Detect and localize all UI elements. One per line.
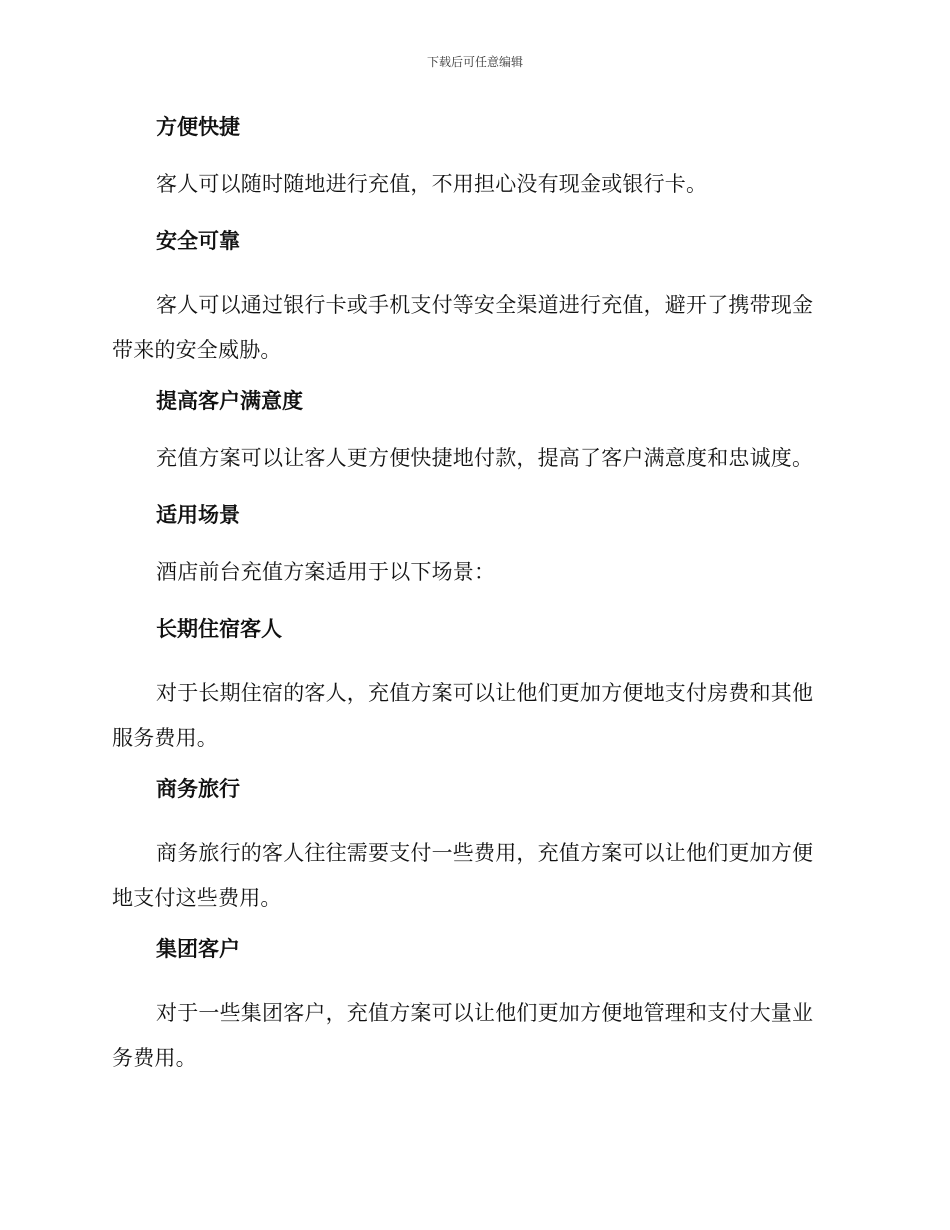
- document-body: [112, 112, 832, 1094]
- section-convenience: [112, 112, 832, 199]
- section-paragraph: 客人可以随时随地进行充值，不用担心没有现金或银行卡。: [156, 172, 708, 196]
- section-scenarios: [112, 500, 832, 587]
- section-paragraph: 酒店前台充值方案适用于以下场景：: [156, 560, 496, 584]
- section-group-clients: [112, 934, 832, 1081]
- section-paragraph: 商务旅行的客人往往需要支付一些费用，充值方案可以让他们更加方便地支付这些费用。: [112, 841, 814, 910]
- section-heading: 集团客户: [156, 937, 240, 961]
- section-paragraph: 对于一些集团客户，充值方案可以让他们更加方便地管理和支付大量业务费用。: [112, 1001, 814, 1070]
- section-business-travel: [112, 774, 832, 921]
- section-heading: 商务旅行: [156, 777, 240, 801]
- section-heading: 提高客户满意度: [156, 389, 303, 413]
- section-heading: 安全可靠: [156, 229, 240, 253]
- section-heading: 方便快捷: [156, 115, 240, 139]
- section-satisfaction: [112, 386, 832, 473]
- section-paragraph: 充值方案可以让客人更方便快捷地付款，提高了客户满意度和忠诚度。: [156, 446, 814, 470]
- section-heading: 长期住宿客人: [156, 617, 282, 641]
- section-security: [112, 226, 832, 373]
- section-long-stay: [112, 614, 832, 761]
- section-paragraph: 对于长期住宿的客人，充值方案可以让他们更加方便地支付房费和其他服务费用。: [112, 681, 814, 750]
- section-heading: 适用场景: [156, 503, 240, 527]
- section-paragraph: 客人可以通过银行卡或手机支付等安全渠道进行充值，避开了携带现金带来的安全威胁。: [112, 293, 814, 362]
- page-header-note: 下载后可任意编辑: [426, 55, 523, 69]
